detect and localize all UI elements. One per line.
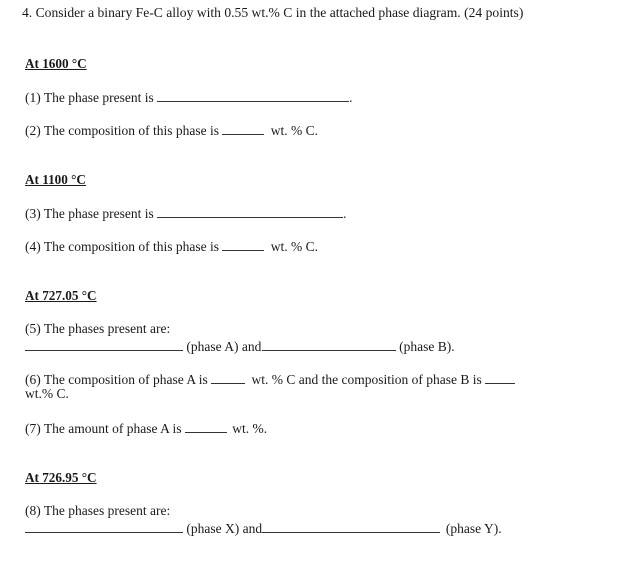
answer-blank-8y[interactable] [262,520,440,533]
answer-blank-6a[interactable] [211,371,245,384]
question-3 [25,205,346,222]
question-2-end: wt. % C. [270,123,318,138]
section-heading-1600: At 1600 °C [25,56,87,71]
question-6-end: wt.% C. [25,386,69,401]
question-6-text: (6) The composition of phase A is [25,372,208,387]
question-1-end: . [349,90,353,105]
question-2-text: (2) The composition of this phase is [25,123,219,138]
question-5-answers [25,338,455,355]
question-8-text: (8) The phases present are: [25,503,171,518]
question-8-answers [25,520,502,537]
question-7 [25,420,267,437]
question-3-text: (3) The phase present is [25,206,154,221]
question-4-text: (4) The composition of this phase is [25,239,219,254]
question-7-text: (7) The amount of phase A is [25,421,182,436]
answer-blank-7[interactable] [185,420,227,433]
answer-blank-2[interactable] [222,122,264,135]
section-heading-726-95: At 726.95 °C [25,470,97,485]
question-1-text: (1) The phase present is [25,90,154,105]
question-6 [25,371,515,388]
question-5-text: (5) The phases present are: [25,321,171,336]
answer-blank-1[interactable] [157,89,349,102]
question-3-end: . [343,206,347,221]
phase-x-label: (phase X) and [186,521,263,536]
answer-blank-4[interactable] [222,238,264,251]
phase-y-label: (phase Y). [445,521,502,536]
question-4 [25,238,318,255]
phase-a-label: (phase A) and [186,339,262,354]
section-heading-727-05: At 727.05 °C [25,288,97,303]
section-heading-1100: At 1100 °C [25,172,86,187]
question-1 [25,89,352,106]
question-6-mid: wt. % C and the composition of phase B is [251,372,482,387]
question-title: 4. Consider a binary Fe-C alloy with 0.55 wt.% C in the attached phase diagram. (24 points) [22,5,524,20]
answer-blank-8x[interactable] [25,520,183,533]
answer-blank-5a[interactable] [25,338,183,351]
question-7-end: wt. %. [232,421,268,436]
question-2 [25,122,318,139]
answer-blank-3[interactable] [157,205,343,218]
answer-blank-5b[interactable] [262,338,396,351]
question-4-end: wt. % C. [270,239,318,254]
phase-b-label: (phase B). [399,339,455,354]
answer-blank-6b[interactable] [485,371,515,384]
